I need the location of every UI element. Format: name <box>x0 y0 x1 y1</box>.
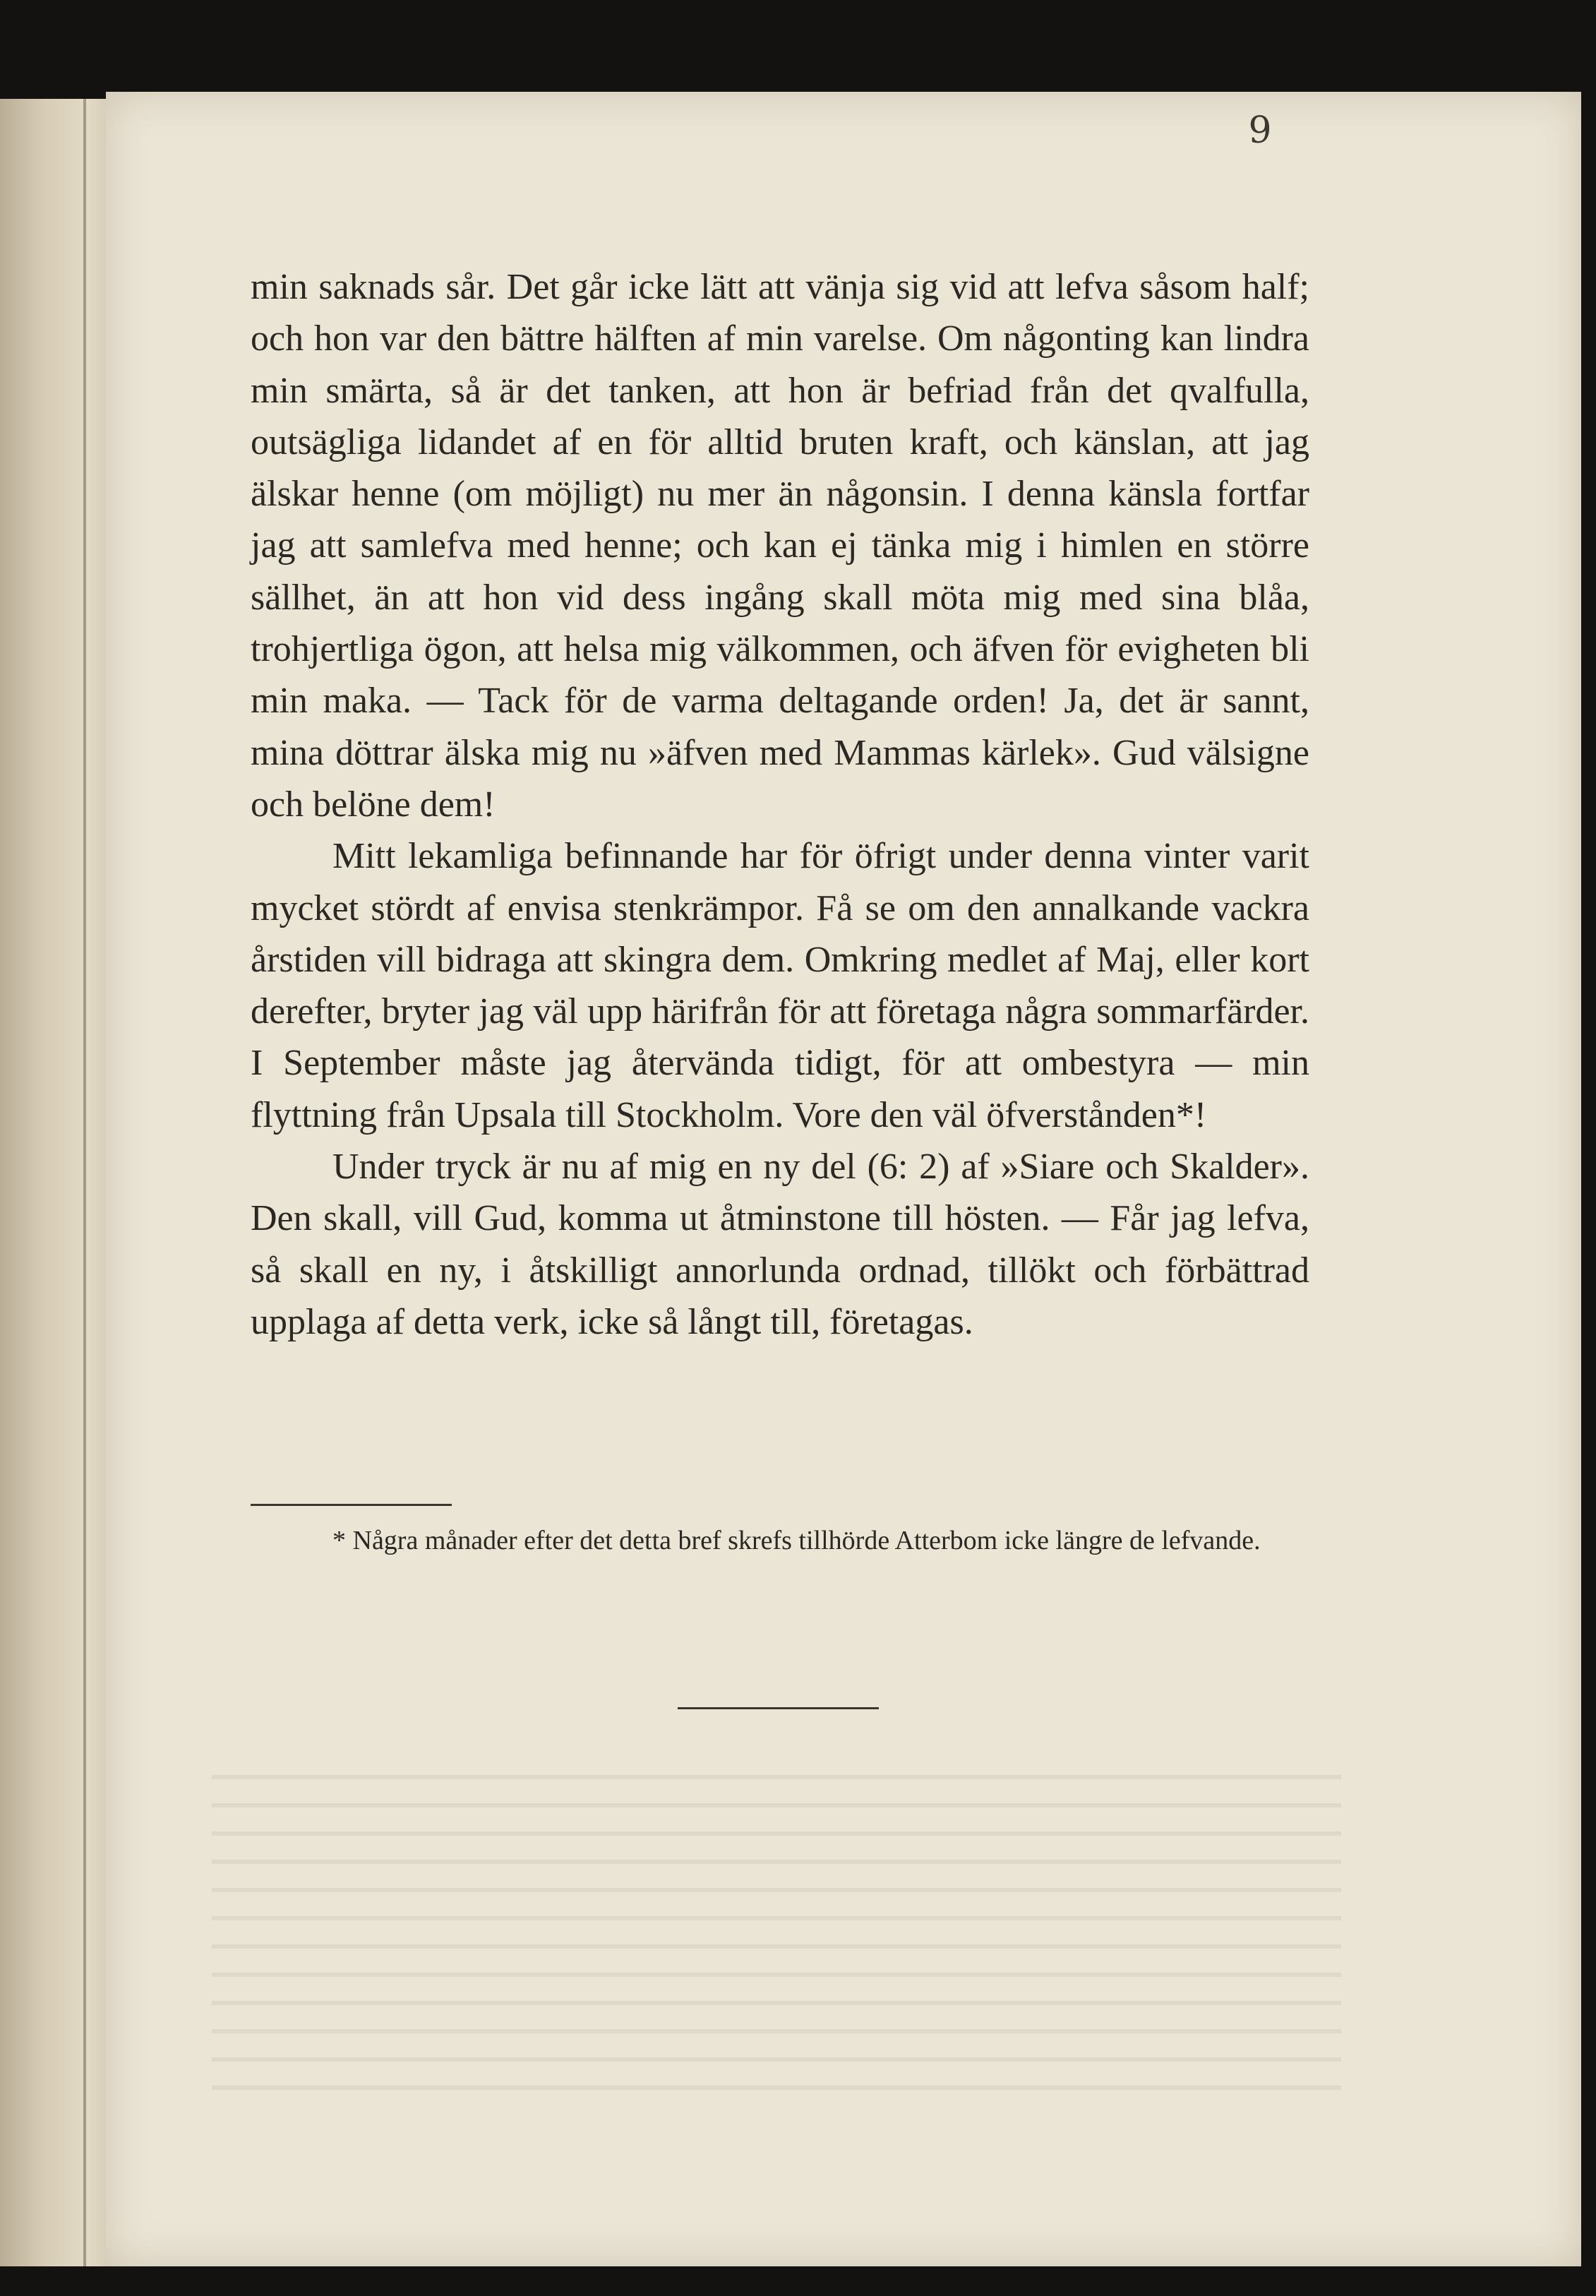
footnote-divider <box>251 1504 452 1506</box>
footnote-text: * Några månader efter det detta bref skrefs tillhörde Atterbom icke längre de lefvande. <box>332 1526 1261 1555</box>
section-end-rule <box>678 1707 879 1709</box>
paragraph: min saknads sår. Det går icke lätt att vänja sig vid att lefva såsom half; och hon var den bättre hälften af min varelse. Om någonting kan lindra min smärta, så är det tanken, att hon är befriad från det qvalfulla, outsägliga lidandet af en för alltid bruten kraft, och känslan, att jag älskar henne (om möjligt) nu mer än någonsin. I denna känsla fortfar jag att samlefva med henne; och kan ej tänka mig i himlen en större sällhet, än att hon vid dess ingång skall möta mig med sina blåa, trohjertliga ögon, att helsa mig välkommen, och äfven för evigheten bli min maka. — Tack för de varma deltagande orden! Ja, det är sannt, mina döttrar älska mig nu »äfven med Mammas kärlek». Gud välsigne och belöne dem! <box>251 267 1309 825</box>
binding-crease <box>83 99 86 2266</box>
footnote <box>251 1524 1309 1557</box>
page-number: 9 <box>1248 109 1272 152</box>
bleed-through-shadow <box>212 1751 1341 2104</box>
body-text <box>251 261 1309 1348</box>
paragraph: Mitt lekamliga befinnande har för öfrigt under denna vinter varit mycket stördt af envisa stenkrämpor. Få se om den annalkande vackra årstiden vill bidraga att skingra dem. Omkring medlet af Maj, eller kort derefter, bryter jag väl upp härifrån för att företaga några sommarfärder. I September måste jag återvända tidigt, för att ombestyra — min flyttning från Upsala till Stockholm. Vore den väl öfverstånden*! <box>251 836 1309 1135</box>
previous-page-edge <box>0 99 124 2266</box>
paragraph: Under tryck är nu af mig en ny del (6: 2) af »Siare och Skalder». Den skall, vill Gud, komma ut åtminstone till hösten. — Får jag lefva, så skall en ny, i åtskilligt annorlunda ordnad, tillökt och förbättrad upplaga af detta verk, icke så långt till, företagas. <box>251 1147 1309 1342</box>
